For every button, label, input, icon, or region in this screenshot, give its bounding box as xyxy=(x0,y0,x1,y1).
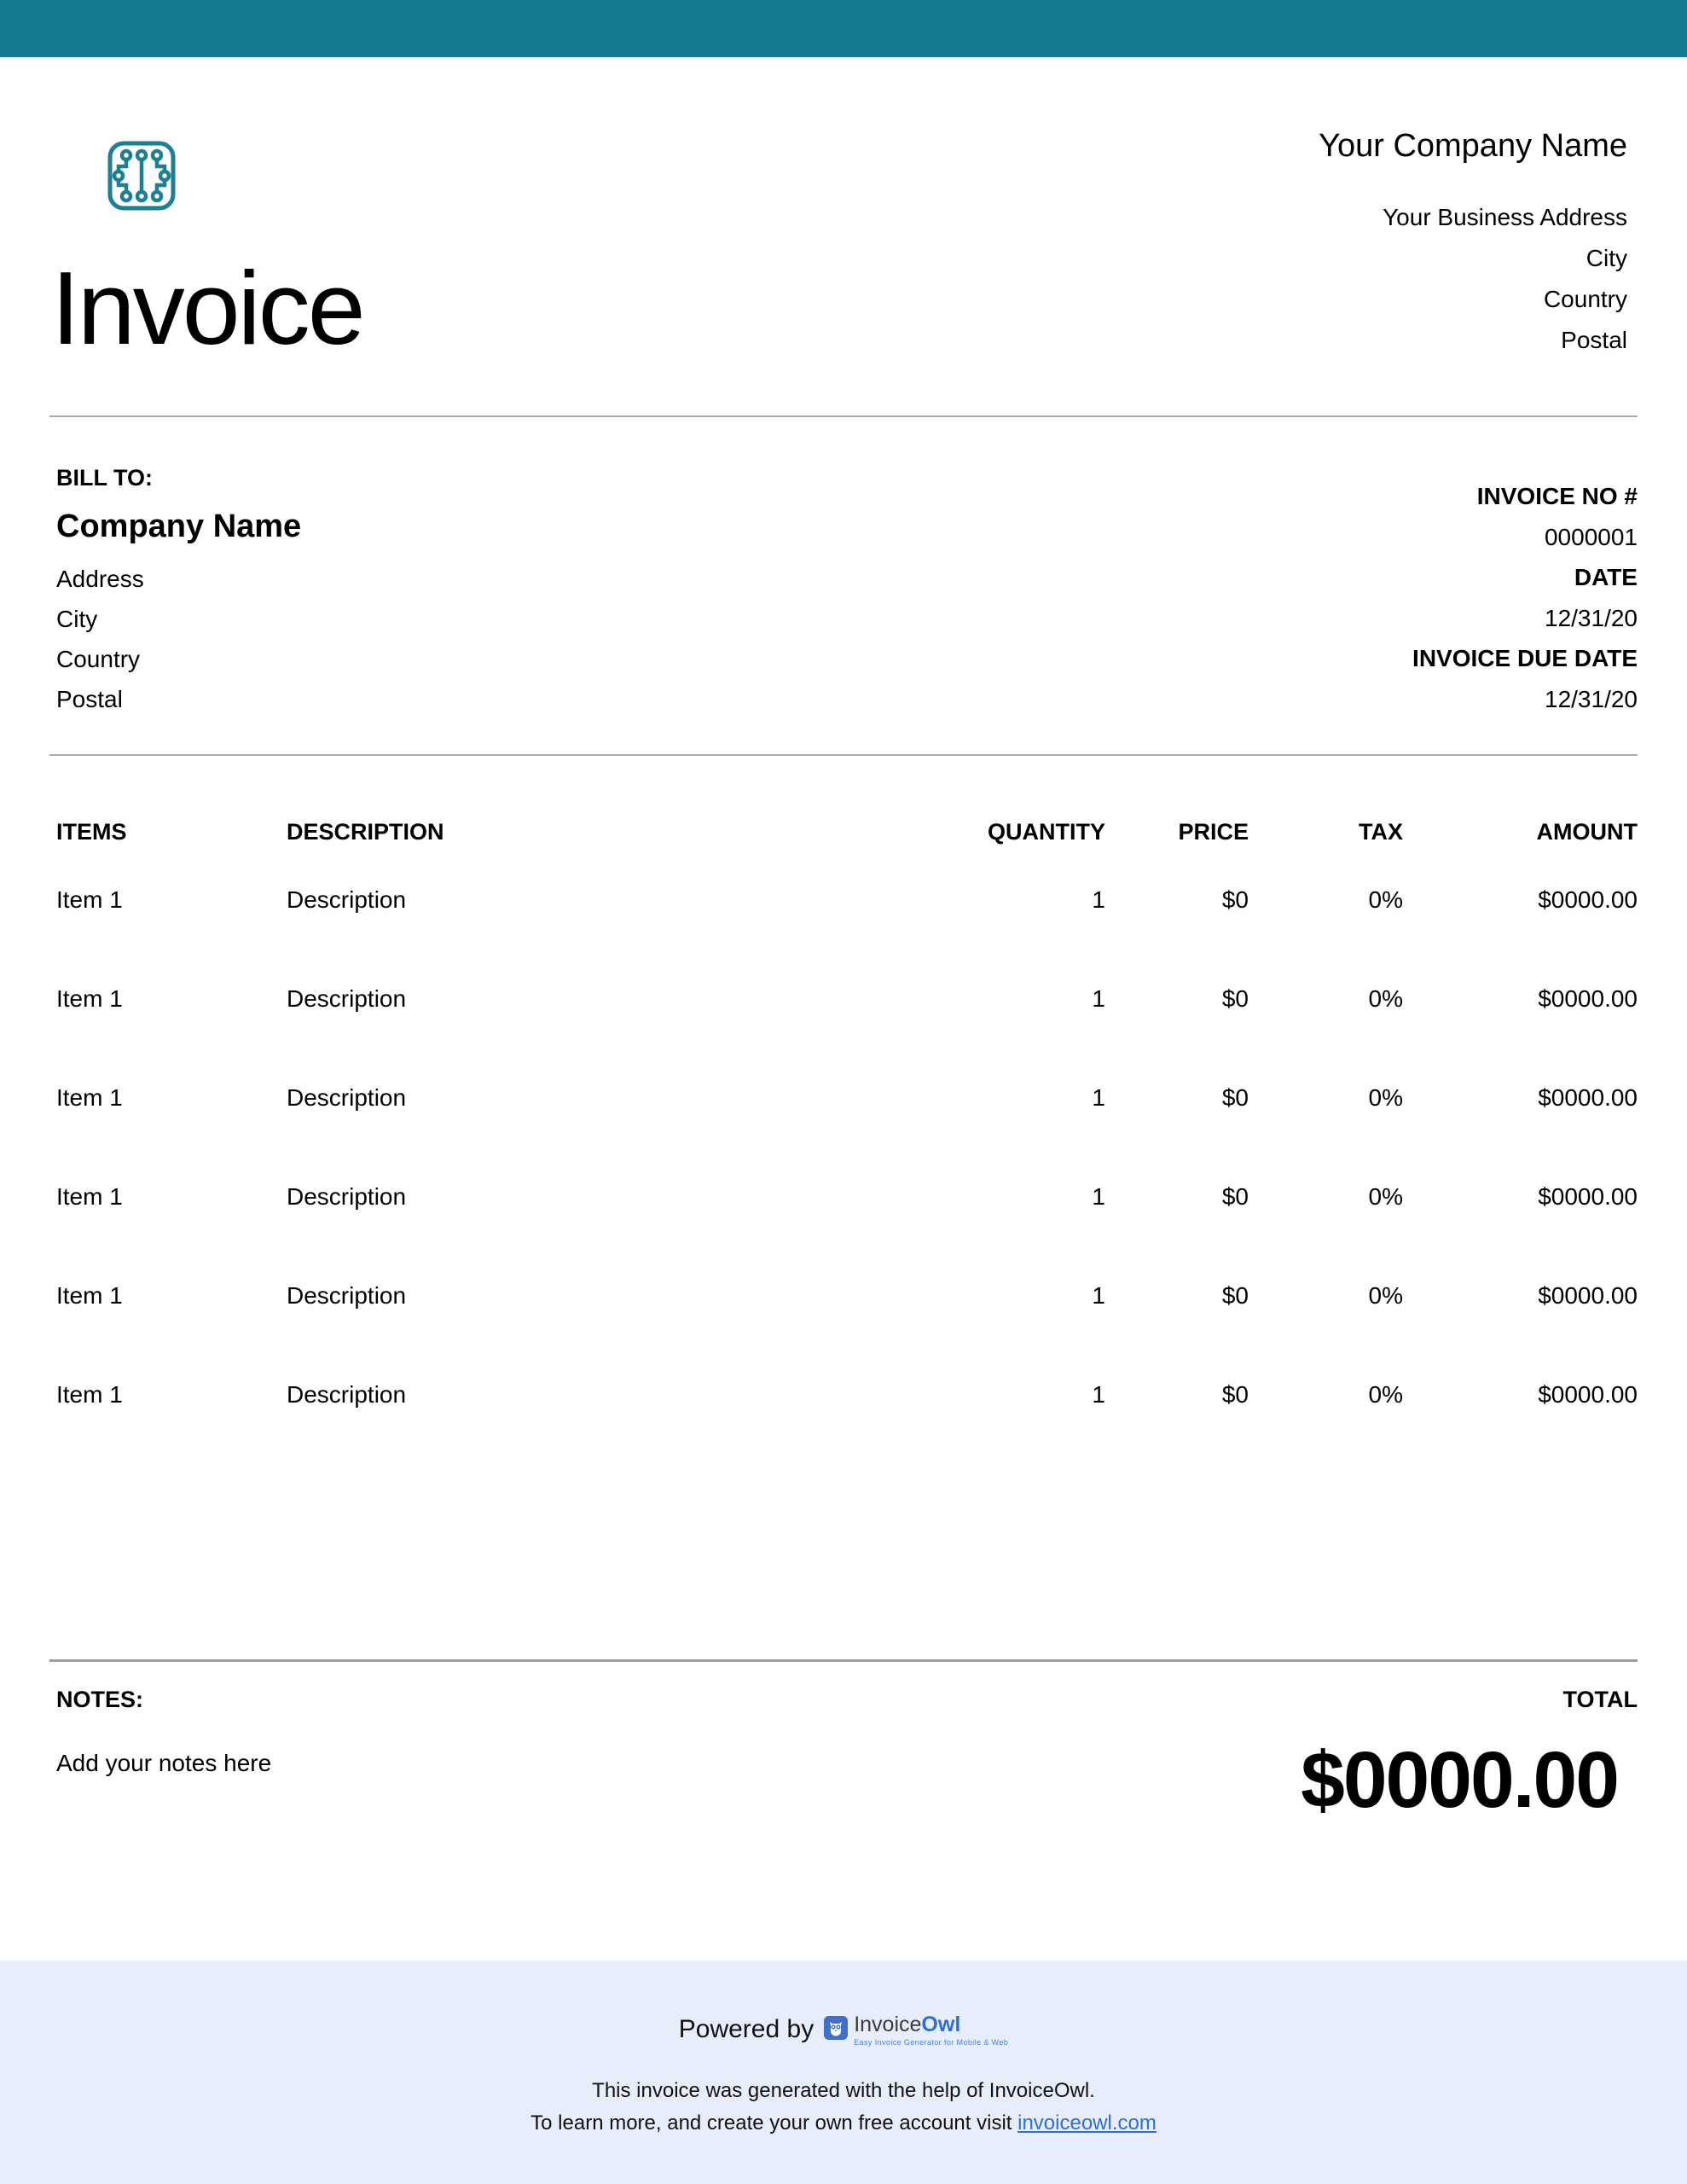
page-title: Invoice xyxy=(51,250,363,366)
column-header-items: ITEMS xyxy=(56,819,127,845)
description-cell: Description xyxy=(287,1381,407,1408)
divider xyxy=(49,754,1638,756)
amount-cell: $0000.00 xyxy=(1538,985,1638,1012)
invoice-date-label: DATE xyxy=(1574,564,1638,590)
table-row xyxy=(56,986,1638,1085)
footer-generated-line: This invoice was generated with the help of InvoiceOwl. xyxy=(592,2079,1095,2102)
invoice-number-label: INVOICE NO # xyxy=(1476,483,1638,509)
item-cell: Item 1 xyxy=(56,1084,123,1111)
amount-cell: $0000.00 xyxy=(1538,1282,1638,1309)
item-cell: Item 1 xyxy=(56,985,123,1012)
brand-tagline: Easy Invoice Generator for Mobile & Web xyxy=(854,2037,1009,2047)
description-cell: Description xyxy=(287,1282,407,1309)
column-header-quantity: QUANTITY xyxy=(988,819,1105,845)
tax-cell: 0% xyxy=(1368,1183,1403,1210)
company-address-line: Country xyxy=(1543,286,1627,312)
price-cell: $0 xyxy=(1221,1381,1249,1408)
bill-to-address-line: Address xyxy=(56,566,144,592)
tax-cell: 0% xyxy=(1368,985,1403,1012)
table-row xyxy=(56,1085,1638,1184)
column-header-description: DESCRIPTION xyxy=(287,819,444,845)
bill-to-block xyxy=(56,465,301,719)
item-cell: Item 1 xyxy=(56,1381,123,1408)
price-cell: $0 xyxy=(1221,985,1249,1012)
owl-icon xyxy=(824,2016,848,2040)
footer-learn-more-text: To learn more, and create your own free account visit xyxy=(530,2111,1018,2135)
quantity-cell: 1 xyxy=(1092,1183,1105,1210)
circuit-chip-icon xyxy=(107,200,176,214)
powered-by-row xyxy=(0,1960,1687,2049)
tax-cell: 0% xyxy=(1368,1084,1403,1111)
company-address-line: Postal xyxy=(1561,327,1627,353)
quantity-cell: 1 xyxy=(1092,886,1105,913)
footer xyxy=(0,1960,1687,2184)
bill-to-company: Company Name xyxy=(56,508,302,544)
items-table xyxy=(56,817,1638,1481)
company-address-line: Your Business Address xyxy=(1383,204,1627,230)
total-value: $0000.00 xyxy=(1301,1735,1618,1824)
brand-name-owl: Owl xyxy=(921,2012,961,2036)
column-header-amount: AMOUNT xyxy=(1536,819,1638,845)
quantity-cell: 1 xyxy=(1092,1381,1105,1408)
table-row xyxy=(56,1382,1638,1481)
invoice-due-date-value: 12/31/20 xyxy=(1545,685,1638,712)
table-row xyxy=(56,1283,1638,1382)
company-info-block xyxy=(1319,128,1627,361)
bill-to-address-line: Postal xyxy=(56,686,123,712)
price-cell: $0 xyxy=(1221,1183,1249,1210)
top-accent-bar xyxy=(0,0,1687,57)
company-name: Your Company Name xyxy=(1319,128,1627,164)
description-cell: Description xyxy=(287,1084,407,1111)
footer-learn-more-line xyxy=(0,2107,1687,2140)
quantity-cell: 1 xyxy=(1092,1282,1105,1309)
invoice-meta-block xyxy=(1412,476,1638,719)
amount-cell: $0000.00 xyxy=(1538,1381,1638,1408)
amount-cell: $0000.00 xyxy=(1538,1183,1638,1210)
items-table-header xyxy=(56,817,1638,846)
invoice-date-value: 12/31/20 xyxy=(1545,604,1638,631)
tax-cell: 0% xyxy=(1368,1381,1403,1408)
column-header-tax: TAX xyxy=(1359,819,1403,845)
item-cell: Item 1 xyxy=(56,1183,123,1210)
total-label: TOTAL xyxy=(1562,1687,1638,1712)
invoice-due-date-label: INVOICE DUE DATE xyxy=(1412,645,1638,671)
company-address-line: City xyxy=(1586,245,1627,271)
notes-text: Add your notes here xyxy=(56,1750,272,1776)
description-cell: Description xyxy=(287,886,407,913)
tax-cell: 0% xyxy=(1368,886,1403,913)
bill-to-address-line: City xyxy=(56,606,98,632)
quantity-cell: 1 xyxy=(1092,985,1105,1012)
notes-label: NOTES: xyxy=(56,1687,144,1712)
divider xyxy=(49,1659,1638,1662)
price-cell: $0 xyxy=(1221,886,1249,913)
amount-cell: $0000.00 xyxy=(1538,1084,1638,1111)
quantity-cell: 1 xyxy=(1092,1084,1105,1111)
divider xyxy=(49,415,1638,417)
price-cell: $0 xyxy=(1221,1084,1249,1111)
column-header-price: PRICE xyxy=(1178,819,1249,845)
invoiceowl-link[interactable]: invoiceowl.com xyxy=(1017,2111,1157,2135)
description-cell: Description xyxy=(287,1183,407,1210)
invoice-number-value: 0000001 xyxy=(1544,523,1638,550)
bill-to-address-line: Country xyxy=(56,646,141,672)
brand-name-invoice: Invoice xyxy=(854,2012,922,2036)
item-cell: Item 1 xyxy=(56,1282,123,1309)
table-row xyxy=(56,887,1638,986)
table-row xyxy=(56,1184,1638,1283)
item-cell: Item 1 xyxy=(56,886,123,913)
tax-cell: 0% xyxy=(1368,1282,1403,1309)
description-cell: Description xyxy=(287,985,407,1012)
company-logo xyxy=(107,141,176,211)
bill-to-label: BILL TO: xyxy=(56,465,153,491)
amount-cell: $0000.00 xyxy=(1538,886,1638,913)
price-cell: $0 xyxy=(1221,1282,1249,1309)
powered-by-label: Powered by xyxy=(678,2015,815,2043)
invoiceowl-logo xyxy=(824,2013,1008,2047)
